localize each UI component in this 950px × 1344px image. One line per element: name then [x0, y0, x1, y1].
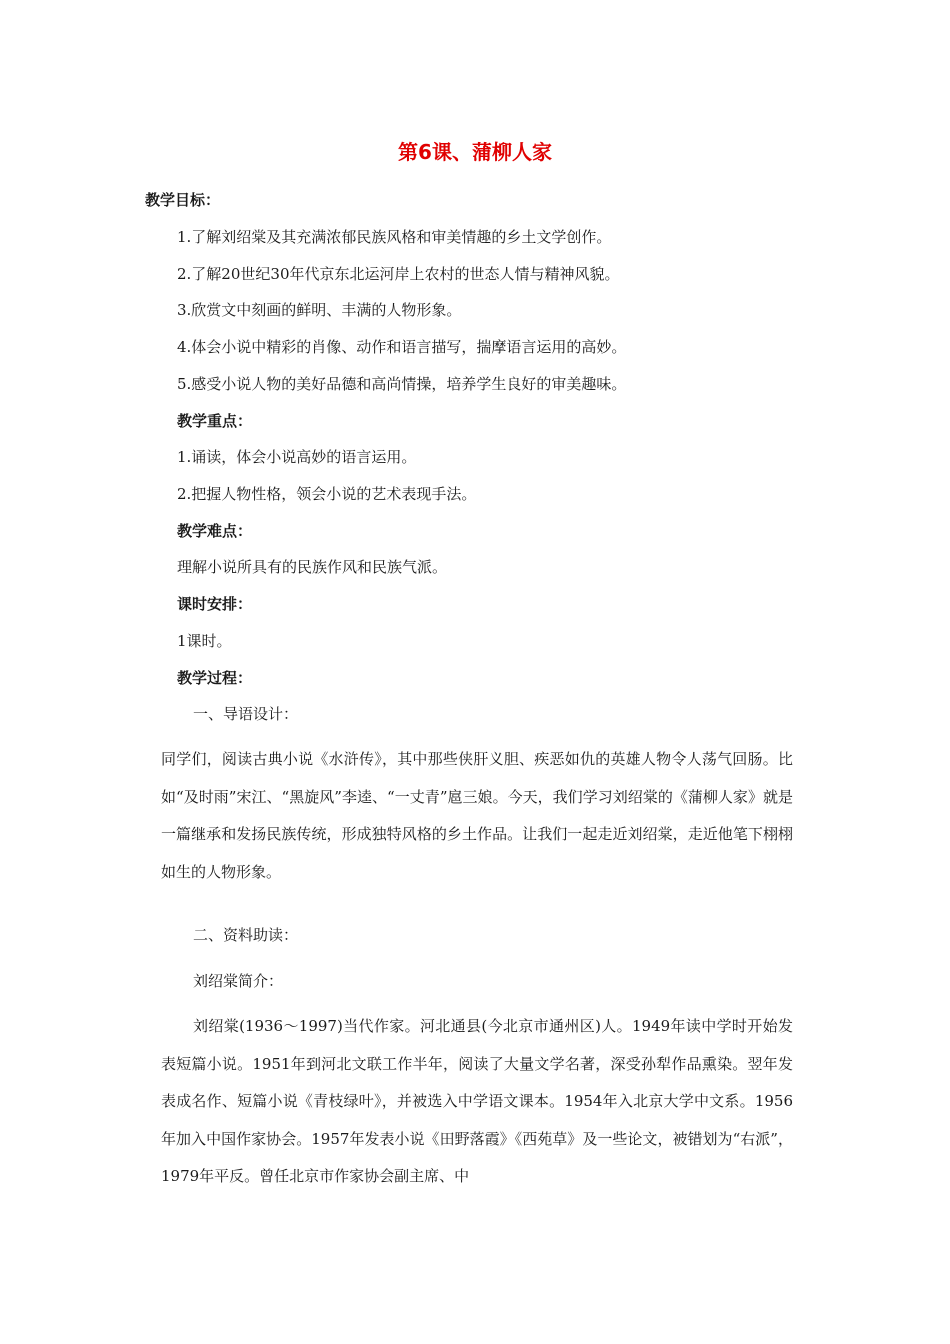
bio-paragraph: 刘绍棠(1936～1997)当代作家。河北通县(今北京市通州区)人。1949年读中学时开始发表短篇小说。1951年到河北文联工作半年，阅读了大量文学名著，深受孙犁作品熏染。翌年发表成名作、短篇小说《青枝绿叶》，并被选入中学语文课本。1954年入北京大学中文系。1956年加入中国作家协会。1957年发表小说《田野落霞》《西苑草》及一些论文，被错划为“右派”，1979年平反。曾任北京市作家协会副主席、中 — [161, 1017, 793, 1185]
intro-paragraph: 同学们，阅读古典小说《水浒传》，其中那些侠肝义胆、疾恶如仇的英雄人物令人荡气回肠。比如“及时雨”宋江、“黑旋风”李逵、“一丈青”扈三娘。今天，我们学习刘绍棠的《蒲柳人家》就是一篇继承和发扬民族传统，形成独特风格的乡土作品。让我们一起走近刘绍棠，走近他笔下栩栩如生的人物形象。 — [161, 750, 793, 881]
process-heading: 教学过程： — [177, 669, 253, 687]
objective-item-3: 3.欣赏文中刻画的鲜明、丰满的人物形象。 — [177, 301, 462, 319]
key-points-heading: 教学重点： — [177, 412, 253, 430]
section-2-title: 二、资料助读： — [193, 926, 299, 944]
difficulties-text: 理解小说所具有的民族作风和民族气派。 — [177, 558, 448, 576]
schedule-text: 1课时。 — [177, 632, 232, 650]
schedule-heading: 课时安排： — [177, 595, 253, 613]
objective-item-1: 1.了解刘绍棠及其充满浓郁民族风格和审美情趣的乡土文学创作。 — [177, 228, 612, 246]
key-point-item-2: 2.把握人物性格，领会小说的艺术表现手法。 — [177, 485, 477, 503]
section-1-title: 一、导语设计： — [193, 705, 299, 723]
difficulties-heading: 教学难点： — [177, 522, 253, 540]
objectives-heading: 教学目标： — [145, 191, 221, 209]
objective-item-2: 2.了解20世纪30年代京东北运河岸上农村的世态人情与精神风貌。 — [177, 265, 620, 283]
objective-item-5: 5.感受小说人物的美好品德和高尚情操，培养学生良好的审美趣味。 — [177, 375, 627, 393]
objective-item-4: 4.体会小说中精彩的肖像、动作和语言描写，揣摩语言运用的高妙。 — [177, 338, 627, 356]
bio-title: 刘绍棠简介： — [193, 972, 284, 990]
lesson-title: 第6课、蒲柳人家 — [398, 140, 552, 164]
key-point-item-1: 1.诵读，体会小说高妙的语言运用。 — [177, 448, 417, 466]
